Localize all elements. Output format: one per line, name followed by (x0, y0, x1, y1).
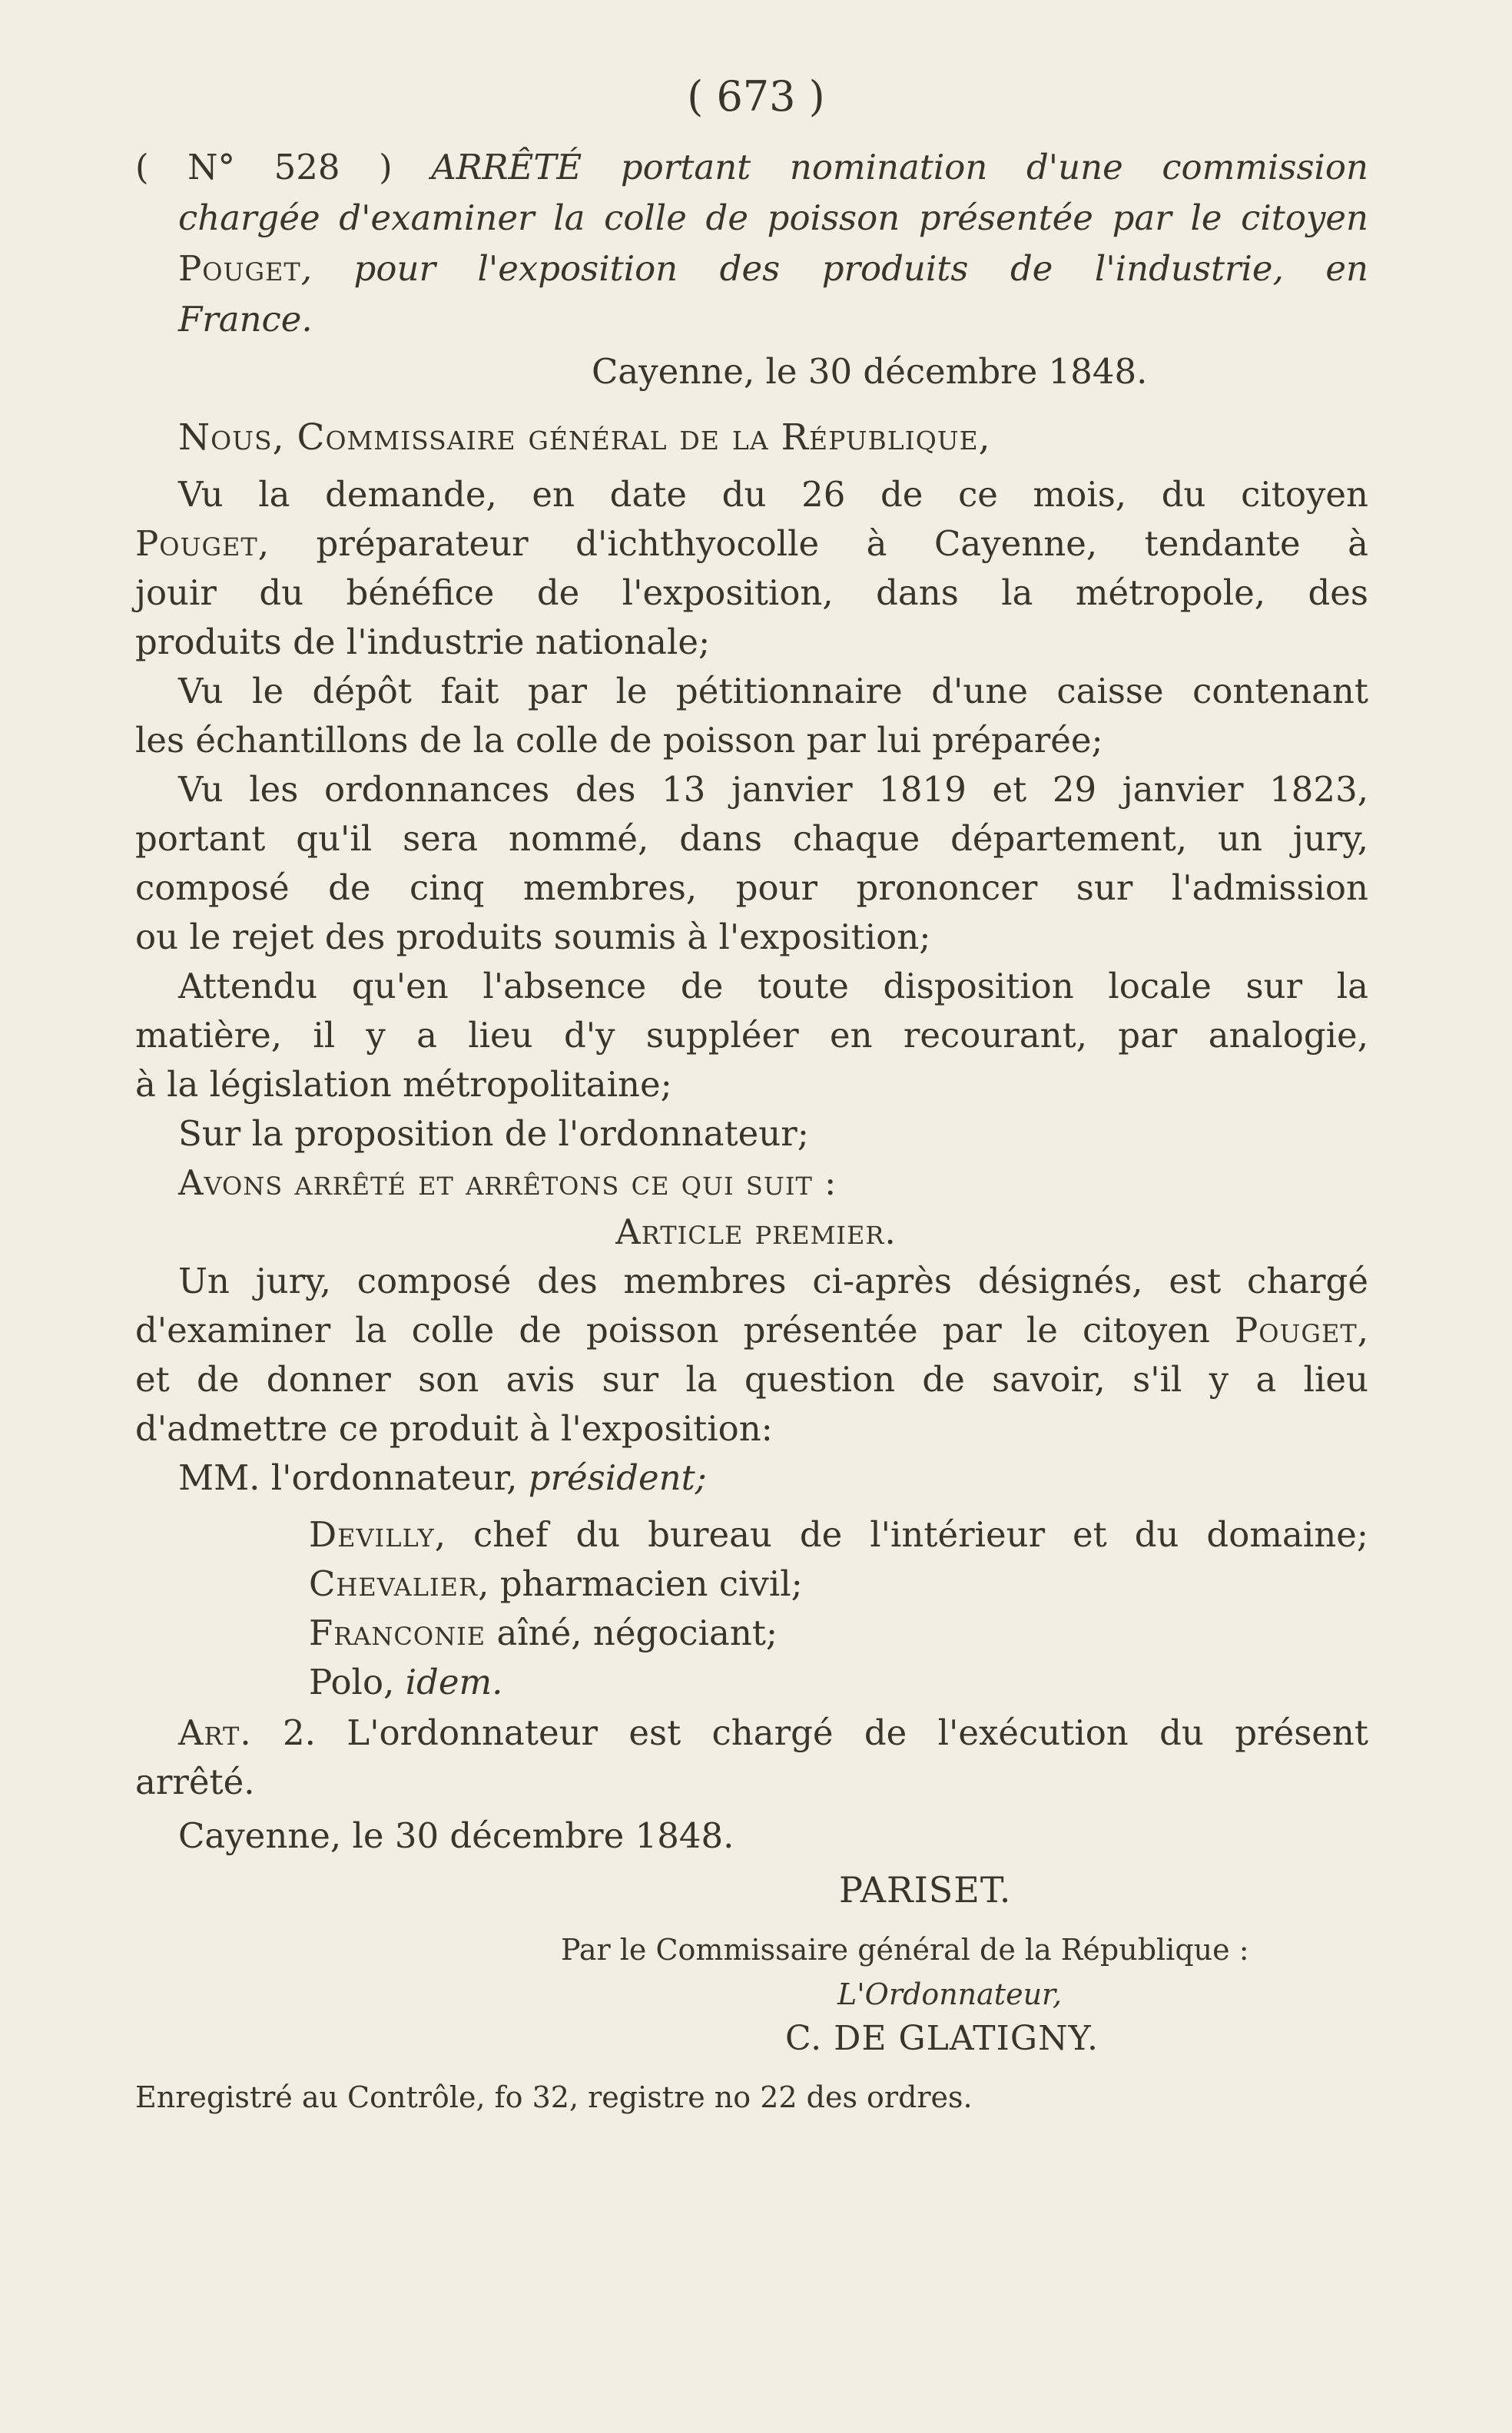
vu1-name: Pouget (135, 523, 258, 564)
member-5-text: Polo, (309, 1662, 395, 1702)
article-1-name: Pouget (1234, 1310, 1358, 1351)
member-5 (309, 1659, 502, 1705)
member-5-role: idem. (405, 1662, 503, 1702)
vu3-line-2: portant qu'il sera nommé, dans chaque département, un jury, (135, 818, 1368, 859)
member-3 (309, 1561, 803, 1607)
vu2-line-2: les échantillons de la colle de poisson par lui préparée; (135, 720, 1103, 761)
vu1-line-1: Vu la demande, en date du 26 de ce mois, du citoyen (178, 474, 1368, 515)
header-line-2: chargée d'examiner la colle de poisson présentée par le citoyen (178, 197, 1368, 238)
attendu-line-3: à la législation métropolitaine; (135, 1064, 672, 1105)
article-1-line-2-end: , (1357, 1310, 1368, 1351)
article-2-line-1 (178, 1710, 1368, 1756)
member-3-name: Chevalier (309, 1563, 479, 1604)
vu1-line-2 (135, 521, 1368, 567)
member-1-role: président; (528, 1457, 707, 1498)
countersign-line-1: Par le Commissaire général de la République : (561, 1933, 1249, 1967)
attendu-line-1: Attendu qu'en l'absence de toute disposition locale sur la (178, 966, 1368, 1006)
header-name: Pouget (178, 248, 301, 289)
article-1-heading: Article premier. (615, 1212, 897, 1252)
article-1-line-3: et de donner son avis sur la question de savoir, s'il y a lieu (135, 1359, 1368, 1400)
vu3-line-1: Vu les ordonnances des 13 janvier 1819 et 29 janvier 1823, (178, 769, 1368, 810)
member-2 (309, 1512, 1368, 1558)
nous-line: Nous, Commissaire général de la République, (178, 416, 991, 459)
vu2-line-1: Vu le dépôt fait par le pétitionnaire d'une caisse contenant (178, 671, 1368, 711)
article-1-line-4: d'admettre ce produit à l'exposition: (135, 1408, 773, 1449)
vu3-line-3: composé de cinq membres, pour prononcer sur l'admission (135, 867, 1368, 908)
article-2-text: 2. L'ordonnateur est chargé de l'exécution du présent (251, 1712, 1368, 1753)
registration-note: Enregistré au Contrôle, fo 32, registre no 22 des ordres. (135, 2080, 973, 2114)
header-line-3 (178, 246, 1368, 292)
article-1-line-1: Un jury, composé des membres ci-après désignés, est chargé (178, 1261, 1368, 1301)
member-1-text: l'ordonnateur, (270, 1457, 518, 1498)
article-2-label: Art. (178, 1712, 252, 1753)
decree-number: ( N° 528 ) (135, 147, 393, 187)
member-2-name: Devilly (309, 1514, 435, 1555)
countersign-name: C. DE GLATIGNY. (785, 2019, 1099, 2058)
header-line-4: France. (178, 299, 313, 340)
mm-label: MM. (178, 1457, 260, 1498)
vu1-line-3: jouir du bénéfice de l'exposition, dans la métropole, des (135, 572, 1368, 613)
vu1-line-2-rest: , préparateur d'ichthyocolle à Cayenne, tendante à (257, 523, 1368, 564)
vu1-line-4: produits de l'industrie nationale; (135, 622, 711, 662)
member-2-text: , chef du bureau de l'intérieur et du domaine; (434, 1514, 1368, 1555)
member-4-name: Franconie (309, 1613, 486, 1653)
member-3-text: , pharmacien civil; (478, 1563, 803, 1604)
vu3-line-4: ou le rejet des produits soumis à l'exposition; (135, 917, 931, 957)
member-1 (178, 1455, 707, 1501)
sur-la-proposition: Sur la proposition de l'ordonnateur; (178, 1113, 809, 1154)
attendu-line-2: matière, il y a lieu d'y suppléer en recourant, par analogie, (135, 1015, 1368, 1056)
place-date-bottom: Cayenne, le 30 décembre 1848. (178, 1815, 734, 1856)
place-date-top: Cayenne, le 30 décembre 1848. (592, 351, 1148, 392)
decree-title-1: ARRÊTÉ portant nomination d'une commission (431, 147, 1369, 187)
member-4 (309, 1610, 778, 1656)
signature-pariset: PARISET. (839, 1869, 1012, 1911)
header-line-1 (135, 144, 1368, 191)
header-line-3-rest: , pour l'exposition des produits de l'industrie, en (300, 248, 1368, 289)
countersign-line-2: L'Ordonnateur, (837, 1977, 1063, 2011)
article-1-line-2 (135, 1308, 1368, 1354)
member-4-text: aîné, négociant; (486, 1613, 778, 1653)
avons-arrete: Avons arrêté et arrêtons ce qui suit : (178, 1162, 837, 1203)
article-2-line-2: arrêté. (135, 1762, 255, 1802)
page-number: ( 673 ) (687, 72, 825, 121)
article-1-line-2-start: d'examiner la colle de poisson présentée par le citoyen (135, 1310, 1235, 1351)
